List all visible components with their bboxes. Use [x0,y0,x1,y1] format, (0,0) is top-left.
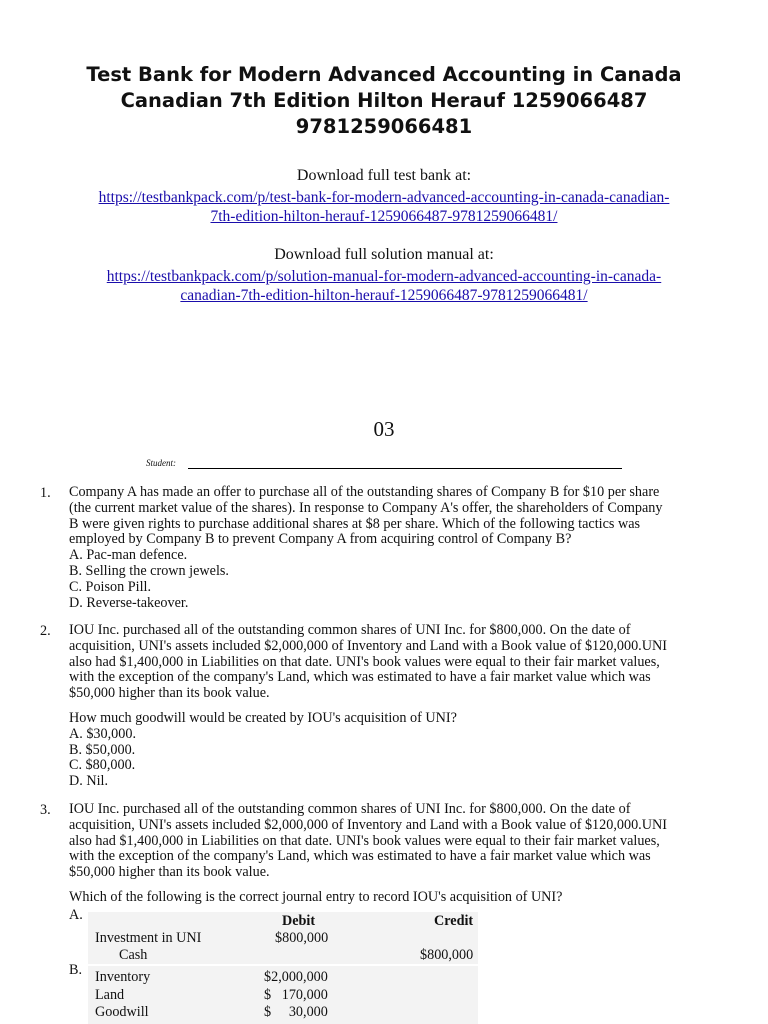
student-label: Student: [146,458,176,468]
question-1-line: employed by Company B to prevent Company A from acquiring control of Company B? [69,531,572,548]
question-1-line: Company A has made an offer to purchase all of the outstanding shares of Company B for $10 per share [69,484,660,500]
question-1-option-d: D. Reverse-takeover. [69,594,189,611]
question-1-line: (the current market value of the shares). In response to Company A's offer, the shareholders of Company [69,499,663,516]
journal-debit-amount: $ 170,000 [264,987,328,1003]
document-title: Test Bank for Modern Advanced Accounting in Canada Canadian 7th Edition Hilton Herauf 1259066487 9781259066481 [86,63,682,138]
question-1-number: 1. [40,485,51,501]
test-bank-download-label: Download full test bank at: [296,167,472,184]
student-name-line [188,468,622,469]
journal-entry-a-label: A. [69,907,83,923]
credit-header: Credit [434,913,474,929]
question-2-line: with the exception of the company's Land, which was estimated to have a fair market value which was [69,669,651,686]
solution-link-block [20,267,748,305]
question-2-prompt: How much goodwill would be created by IOU's acquisition of UNI? [69,709,457,726]
question-3-line: $50,000 higher than its book value. [69,864,270,881]
journal-debit-amount: $ 30,000 [264,1004,328,1020]
question-1-option-a: A. Pac-man defence. [69,547,188,564]
journal-debit-amount: $800,000 [275,930,329,946]
journal-account: Inventory [95,969,151,985]
solution-download-label: Download full solution manual at: [274,246,494,263]
question-2-line: also had $1,400,000 in Liabilities on that date. UNI's book values were equal to their fair market values, [69,653,660,670]
question-3-prompt: Which of the following is the correct journal entry to record IOU's acquisition of UNI? [69,888,563,905]
question-2-line: $50,000 higher than its book value. [69,685,270,702]
question-2-option-a: A. $30,000. [69,725,136,742]
journal-account: Cash [119,947,148,963]
journal-debit-amount: $2,000,000 [264,969,328,985]
question-1-line: B were given rights to purchase additional shares at $8 per share. Which of the following tactics was [69,515,641,532]
solution-link-line-2[interactable]: canadian-7th-edition-hilton-herauf-1259066487-9781259066481/ [180,287,588,304]
journal-account: Goodwill [95,1004,149,1020]
test-bank-link-block [20,188,748,226]
question-2-line: acquisition, UNI's assets included $2,000,000 of Inventory and Land with a Book value of $120,000.UNI [69,637,667,654]
question-2-line: IOU Inc. purchased all of the outstanding common shares of UNI Inc. for $800,000. On the date of [69,622,631,638]
test-bank-link-line-1[interactable]: https://testbankpack.com/p/test-bank-for-modern-advanced-accounting-in-canada-canadian- [98,189,670,206]
question-3-line: also had $1,400,000 in Liabilities on that date. UNI's book values were equal to their fair market values, [69,832,660,849]
test-bank-link-line-2[interactable]: 7th-edition-hilton-herauf-1259066487-9781259066481/ [210,208,558,225]
question-3-line: acquisition, UNI's assets included $2,000,000 of Inventory and Land with a Book value of $120,000.UNI [69,816,667,833]
question-3 [69,802,729,906]
journal-entry-b-label: B. [69,962,83,978]
question-2-number: 2. [40,623,51,639]
journal-credit-amount: $800,000 [420,947,474,963]
journal-account: Land [95,987,125,1003]
question-1 [69,485,729,611]
question-3-line: with the exception of the company's Land, which was estimated to have a fair market value which was [69,848,651,865]
journal-account: Investment in UNI [95,930,202,946]
question-2 [69,623,729,790]
question-2-option-d: D. Nil. [69,773,109,790]
chapter-number: 03 [373,417,395,441]
debit-header: Debit [282,913,316,929]
question-2-option-c: C. $80,000. [69,757,136,774]
question-2-option-b: B. $50,000. [69,741,136,758]
solution-link-line-1[interactable]: https://testbankpack.com/p/solution-manual-for-modern-advanced-accounting-in-canada- [106,268,662,285]
question-3-number: 3. [40,802,51,818]
question-3-line: IOU Inc. purchased all of the outstanding common shares of UNI Inc. for $800,000. On the date of [69,801,631,817]
question-1-option-b: B. Selling the crown jewels. [69,562,229,579]
question-1-option-c: C. Poison Pill. [69,578,152,595]
